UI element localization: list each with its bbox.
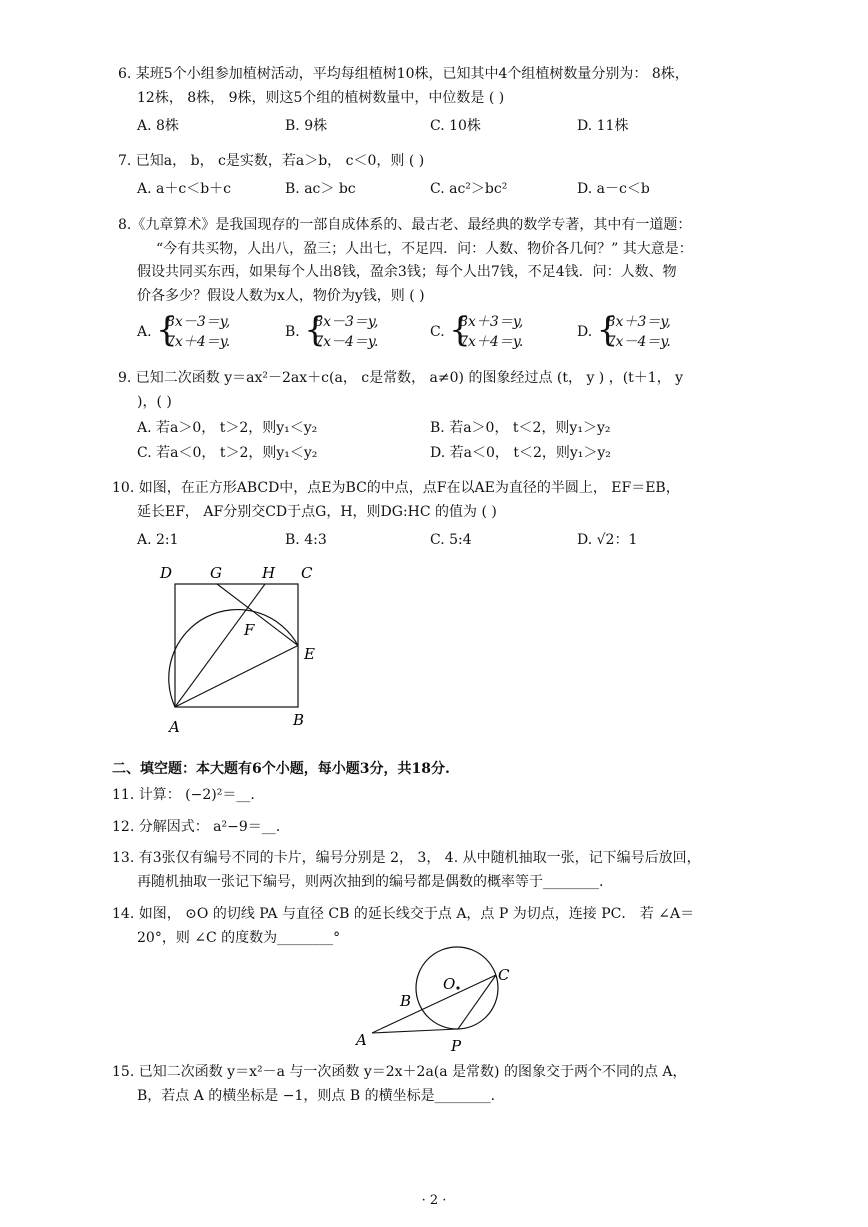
q14-line1: 14. 如图， ⊙O 的切线 PA 与直径 CB 的延长线交于点 A，点 P 为切点，连接 PC． 若 ∠A＝	[112, 906, 695, 922]
q8-option-b[interactable]	[285, 312, 378, 352]
q8-option-c-label: C.	[430, 324, 445, 340]
q11-line: 11. 计算： (−2)²＝__.	[112, 787, 255, 803]
q8-option-a-system: { 8x－3＝y, 7x＋4＝y.	[156, 310, 231, 350]
q6-option-c[interactable]: C. 10株	[430, 118, 481, 134]
q15-line2: B，若点 A 的横坐标是 −1，则点 B 的横坐标是________.	[137, 1088, 496, 1104]
q6-option-a[interactable]: A. 8株	[137, 118, 179, 134]
q8-option-b-eq1: 8x－3＝y,	[314, 314, 379, 330]
q6-option-b[interactable]: B. 9株	[285, 118, 328, 134]
fig10-label-e: E	[304, 645, 315, 663]
q14-circle-figure	[350, 944, 525, 1059]
q10-line1: 10. 如图，在正方形ABCD中，点E为BC的中点，点F在以AE为直径的半圆上， EF＝EB，	[112, 480, 680, 496]
q13-line1: 13. 有3张仅有编号不同的卡片，编号分别是 2， 3， 4. 从中随机抽取一张，记下编号后放回，	[112, 850, 701, 866]
q7-option-c[interactable]: C. ac²＞bc²	[430, 181, 508, 197]
fig14-label-p: P	[451, 1037, 462, 1055]
fig10-label-d: D	[160, 564, 173, 582]
fig14-label-o: O	[443, 975, 456, 993]
segment-ah	[175, 584, 265, 707]
q9-line1: 9. 已知二次函数 y＝ax²－2ax＋c(a， c是常数， a≠0) 的图象经过点 (t， y ) ，(t＋1， y	[118, 370, 684, 386]
q8-option-a-eq1: 8x－3＝y,	[166, 314, 231, 330]
q8-option-a-eq2: 7x＋4＝y.	[166, 334, 231, 350]
q10-option-c[interactable]: C. 5:4	[430, 532, 472, 548]
q8-option-d-eq1: 8x＋3＝y,	[606, 314, 671, 330]
fig14-label-c: C	[498, 966, 510, 984]
q8-option-b-eq2: 7x－4＝y.	[314, 334, 379, 350]
q7-line1: 7. 已知a， b， c是实数，若a＞b， c＜0，则 ( )	[118, 153, 425, 169]
q8-option-c-system: { 8x＋3＝y, 7x＋4＝y.	[449, 310, 524, 350]
tangent-pa	[372, 1029, 458, 1033]
q8-option-a[interactable]	[137, 312, 230, 352]
q12-line: 12. 分解因式： a²−9＝__.	[112, 819, 281, 835]
q8-option-d-system: { 8x＋3＝y, 7x－4＝y.	[596, 310, 671, 350]
fig10-label-g: G	[210, 564, 222, 582]
q10-option-a[interactable]: A. 2:1	[137, 532, 179, 548]
q15-line1: 15. 已知二次函数 y＝x²－a 与一次函数 y＝2x＋2a(a 是常数) 的图象交于两个不同的点 A，	[112, 1064, 687, 1080]
q10-option-d[interactable]: D. √2：1	[577, 532, 638, 548]
segment-ae	[175, 646, 298, 708]
q8-option-c[interactable]	[430, 312, 523, 352]
q13-line2: 再随机抽取一张记下编号，则两次抽到的编号都是偶数的概率等于________.	[137, 874, 604, 890]
q9-line2: )，( )	[137, 394, 172, 410]
q9-option-b[interactable]: B. 若a＞0， t＜2，则y₁＞y₂	[430, 420, 611, 436]
q8-option-b-label: B.	[285, 324, 300, 340]
q8-option-d-eq2: 7x－4＝y.	[606, 334, 671, 350]
q6-option-d[interactable]: D. 11株	[577, 118, 629, 134]
fig14-label-a: A	[356, 1031, 367, 1049]
q10-line2: 延长EF， AF分别交CD于点G，H，则DG:HC 的值为 ( )	[137, 504, 497, 520]
semicircle-ae	[169, 610, 298, 707]
q7-option-a[interactable]: A. a＋c＜b＋c	[137, 181, 232, 197]
fig10-label-f: F	[244, 621, 255, 639]
q7-option-d[interactable]: D. a－c＜b	[577, 181, 650, 197]
fig14-label-b: B	[400, 992, 412, 1010]
q8-line1: 8.《九章算术》是我国现存的一部自成体系的、最古老、最经典的数学专著，其中有一道题：	[118, 217, 692, 233]
center-point-o	[456, 986, 459, 989]
q6-line1: 6. 某班5个小组参加植树活动，平均每组植树10株，已知其中4个组植树数量分别为： 8株，	[118, 66, 689, 82]
section2-heading: 二、填空题：本大题有6个小题，每小题3分，共18分.	[112, 761, 450, 777]
segment-pc	[458, 975, 496, 1029]
line-acb	[372, 975, 496, 1033]
fig10-label-b: B	[293, 711, 305, 729]
q9-option-a[interactable]: A. 若a＞0， t＞2，则y₁＜y₂	[137, 420, 318, 436]
square-abcd	[175, 584, 298, 707]
q9-option-c[interactable]: C. 若a＜0， t＞2，则y₁＜y₂	[137, 445, 318, 461]
q8-option-c-eq1: 8x＋3＝y,	[459, 314, 524, 330]
q8-line3: 假设共同买东西，如果每个人出8钱，盈余3钱；每个人出7钱，不足4钱．问：人数、物	[137, 264, 677, 280]
q8-line2: “今有共买物，人出八，盈三；人出七，不足四．问：人数、物价各几何？” 其大意是：	[156, 241, 693, 257]
segment-eg	[217, 584, 298, 646]
q7-option-b[interactable]: B. ac＞ bc	[285, 181, 356, 197]
page-number: · 2 ·	[421, 1193, 447, 1208]
q8-option-d[interactable]	[577, 312, 671, 352]
q8-option-c-eq2: 7x＋4＝y.	[459, 334, 524, 350]
q10-option-b[interactable]: B. 4:3	[285, 532, 327, 548]
q8-option-b-system: { 8x－3＝y, 7x－4＝y.	[304, 310, 379, 350]
fig10-label-a: A	[169, 718, 180, 736]
fig10-label-h: H	[262, 564, 276, 582]
q8-option-a-label: A.	[137, 324, 152, 340]
q6-line2: 12株， 8株， 9株，则这5个组的植树数量中，中位数是 ( )	[137, 90, 505, 106]
fig10-label-c: C	[301, 564, 313, 582]
q8-option-d-label: D.	[577, 324, 593, 340]
q10-square-figure	[150, 558, 330, 738]
q8-line4: 价各多少？假设人数为x人，物价为y钱，则 ( )	[137, 288, 425, 304]
q14-line2: 20°，则 ∠C 的度数为________°	[137, 930, 341, 946]
q9-option-d[interactable]: D. 若a＜0， t＜2，则y₁＞y₂	[430, 445, 611, 461]
